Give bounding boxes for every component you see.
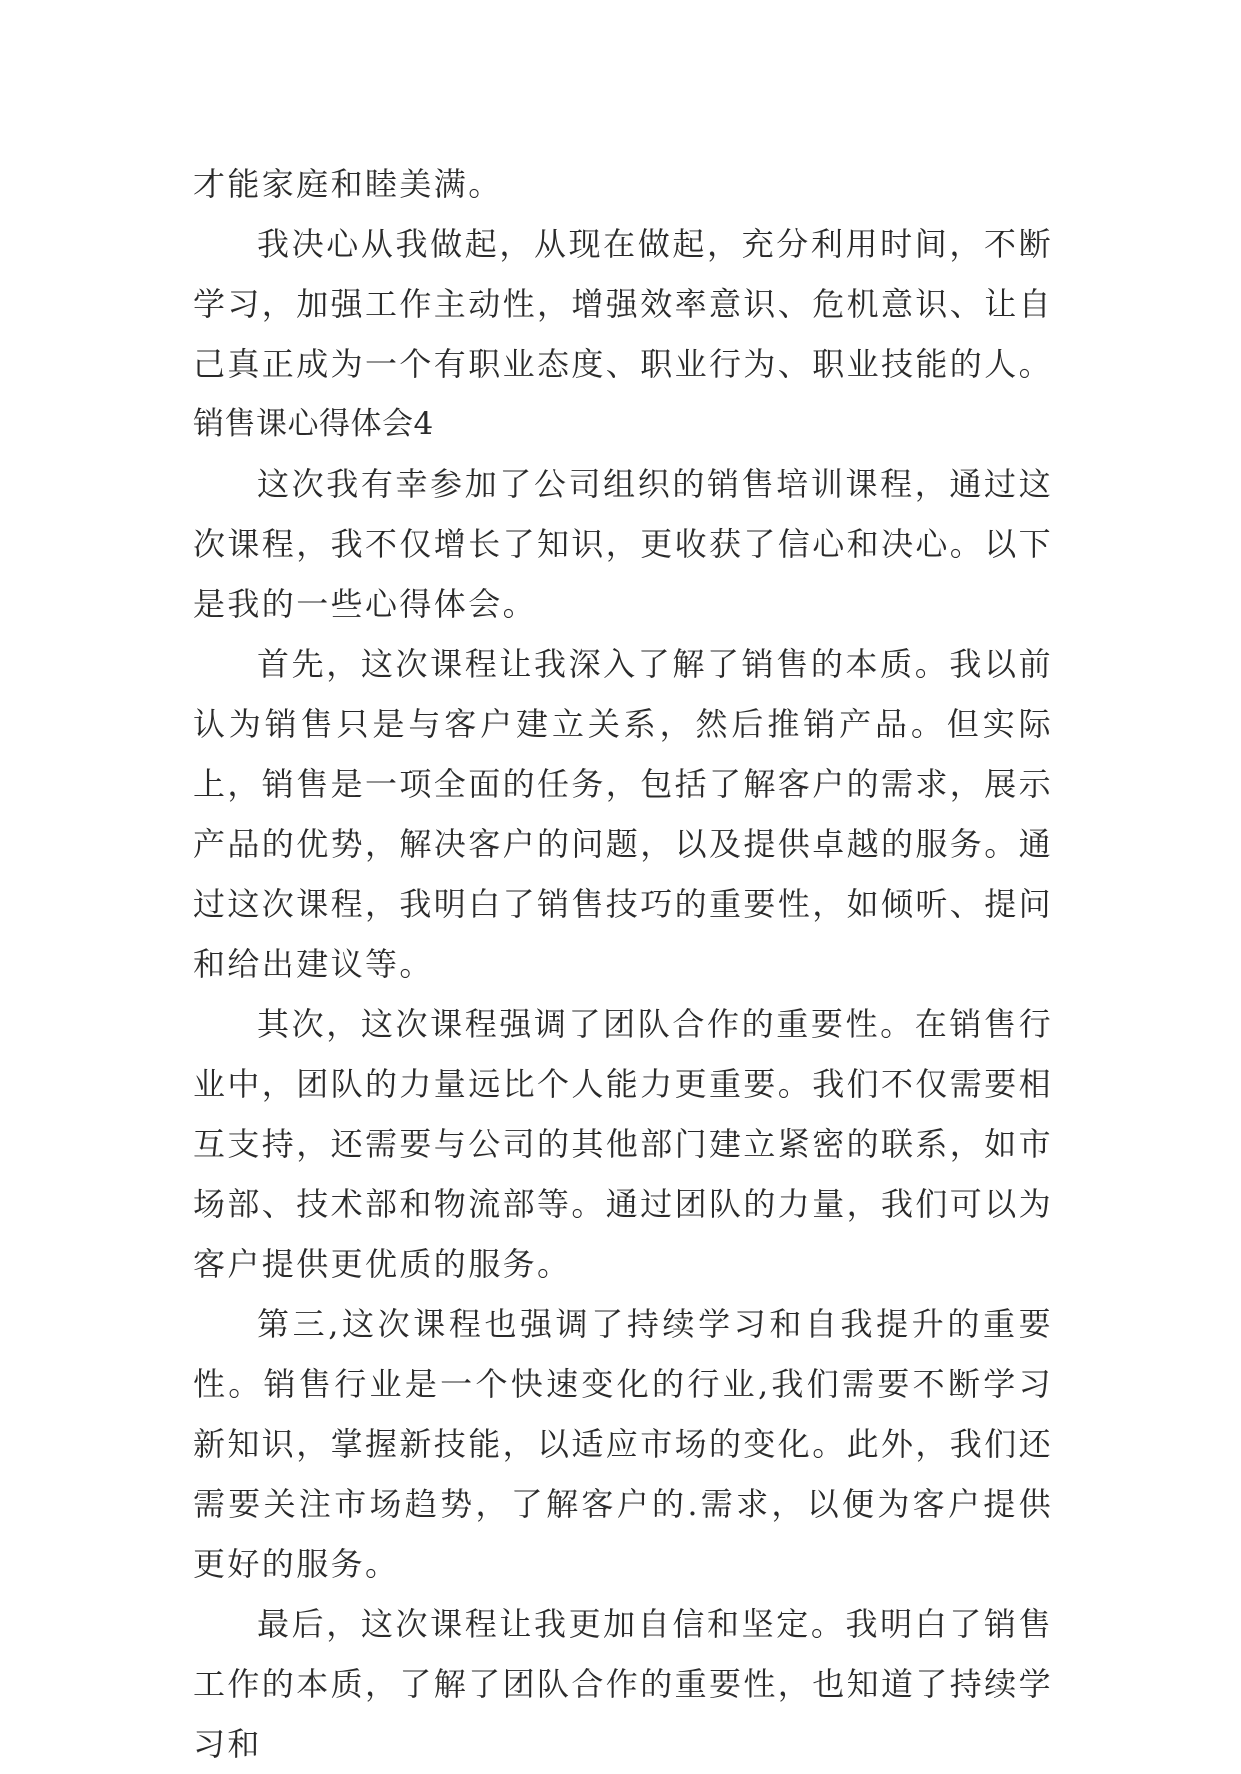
body-paragraph: 其次，这次课程强调了团队合作的重要性。在销售行业中，团队的力量远比个人能力更重要。我们不仅需要相互支持，还需要与公司的其他部门建立紧密的联系，如市场部、技术部和物流部等。通过团队的力量，我们可以为客户提供更优质的服务。 xyxy=(193,1005,1054,1283)
section-heading: 销售课心得体会4 xyxy=(193,406,434,442)
body-paragraph: 第三,这次课程也强调了持续学习和自我提升的重要性。销售行业是一个快速变化的行业,我们需要不断学习新知识，掌握新技能，以适应市场的变化。此外，我们还需要关注市场趋势，了解客户的.需求，以便为客户提供更好的服务。 xyxy=(193,1305,1054,1583)
document-body xyxy=(193,154,1053,1774)
body-paragraph: 这次我有幸参加了公司组织的销售培训课程，通过这次课程，我不仅增长了知识，更收获了信心和决心。以下是我的一些心得体会。 xyxy=(193,465,1054,623)
body-paragraph: 首先，这次课程让我深入了解了销售的本质。我以前认为销售只是与客户建立关系，然后推销产品。但实际上，销售是一项全面的任务，包括了解客户的需求，展示产品的优势，解决客户的问题，以及提供卓越的服务。通过这次课程，我明白了销售技巧的重要性，如倾听、提问和给出建议等。 xyxy=(193,645,1054,983)
body-paragraph: 我决心从我做起，从现在做起，充分利用时间，不断学习，加强工作主动性，增强效率意识、危机意识、让自己真正成为一个有职业态度、职业行为、职业技能的人。 xyxy=(193,225,1054,383)
body-paragraph: 最后，这次课程让我更加自信和坚定。我明白了销售工作的本质，了解了团队合作的重要性，也知道了持续学习和 xyxy=(193,1605,1054,1763)
continuation-paragraph: 才能家庭和睦美满。 xyxy=(193,165,503,203)
